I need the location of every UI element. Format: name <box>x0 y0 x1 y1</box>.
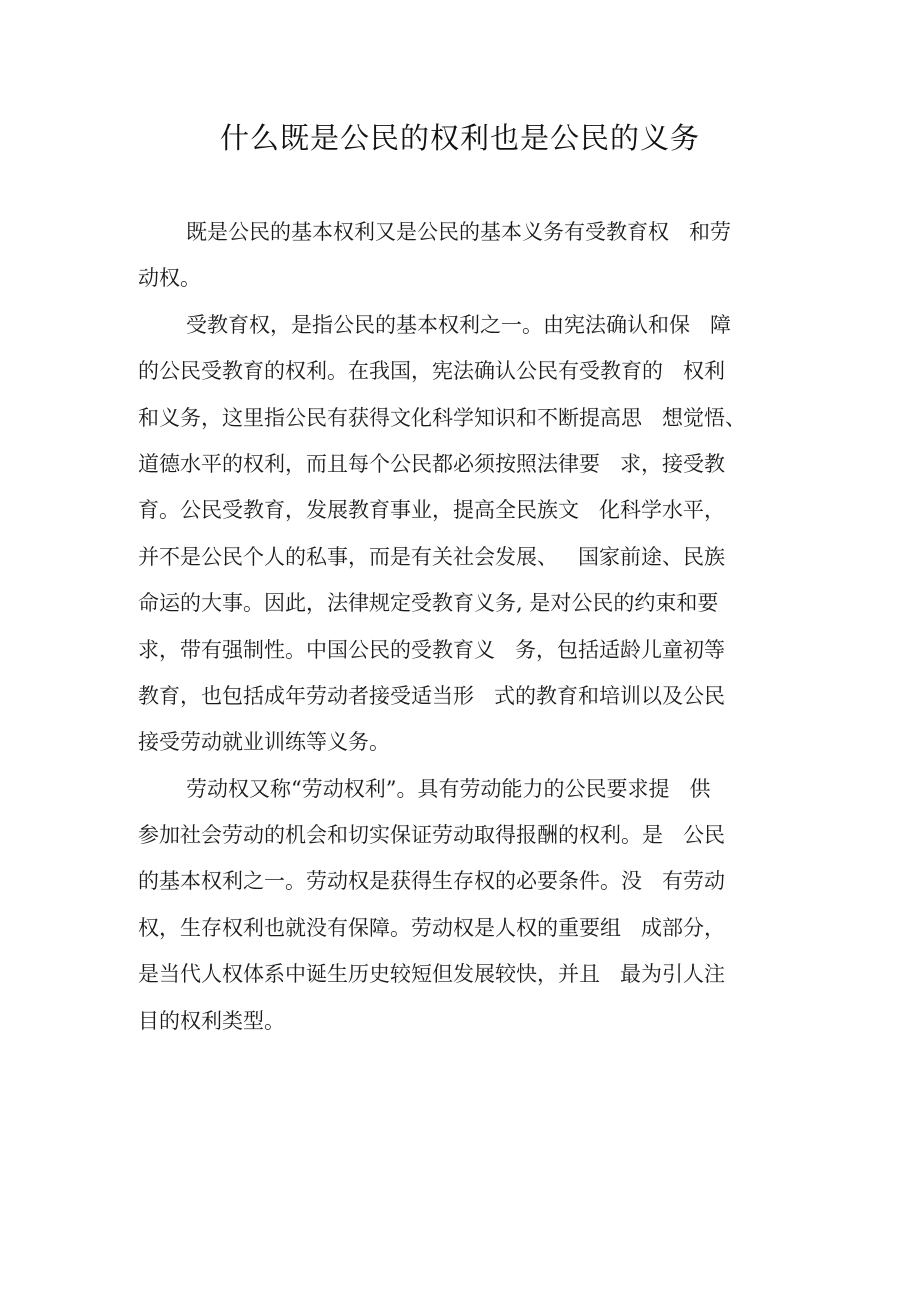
paragraph-line: 既是公民的基本权利又是公民的基本义务有受教育权 和劳 <box>186 220 732 244</box>
paragraph-education-labor-intro <box>138 209 798 302</box>
document-body <box>138 209 798 1044</box>
paragraph-line: 的公民受教育的权利。在我国，宪法确认公民有受教育的 权利 <box>138 359 726 384</box>
paragraph-line: 和义务，这里指公民有获得文化科学知识和不断提高思 想觉悟、 <box>138 405 747 430</box>
paragraph-line: 目的权利类型。 <box>138 1008 285 1033</box>
paragraph-line: 育。公民受教育，发展教育事业，提高全民族文 化科学水平， <box>138 498 726 523</box>
document-title: 什么既是公民的权利也是公民的义务 <box>219 121 700 155</box>
paragraph-line: 求，带有强制性。中国公民的受教育义 务，包括适龄儿童初等 <box>138 637 726 662</box>
paragraph-line: 命运的大事。因此，法律规定受教育义务, 是对公民的约束和要 <box>138 591 719 616</box>
paragraph-line: 的基本权利之一。劳动权是获得生存权的必要条件。没 有劳动 <box>138 869 726 894</box>
paragraph-line: 劳动权又称“劳动权利”。具有劳动能力的公民要求提 供 <box>186 776 711 801</box>
paragraph-line: 权，生存权利也就没有保障。劳动权是人权的重要组 成部分， <box>138 915 726 940</box>
paragraph-line: 受教育权，是指公民的基本权利之一。由宪法确认和保 障 <box>186 312 732 337</box>
paragraph-line: 是当代人权体系中诞生历史较短但发展较快，并且 最为引人注 <box>138 962 726 987</box>
paragraph-line: 动权。 <box>138 266 201 291</box>
paragraph-line: 并不是公民个人的私事，而是有关社会发展、 国家前途、民族 <box>138 544 726 569</box>
paragraph-line: 教育，也包括成年劳动者接受适当形 式的教育和培训以及公民 <box>138 683 726 708</box>
paragraph-right-to-work <box>138 766 798 1044</box>
paragraph-line: 道德水平的权利，而且每个公民都必须按照法律要 求，接受教 <box>138 451 726 476</box>
paragraph-line: 接受劳动就业训练等义务。 <box>138 730 390 755</box>
paragraph-right-to-education <box>138 302 798 766</box>
paragraph-line: 参加社会劳动的机会和切实保证劳动取得报酬的权利。是 公民 <box>138 823 726 848</box>
